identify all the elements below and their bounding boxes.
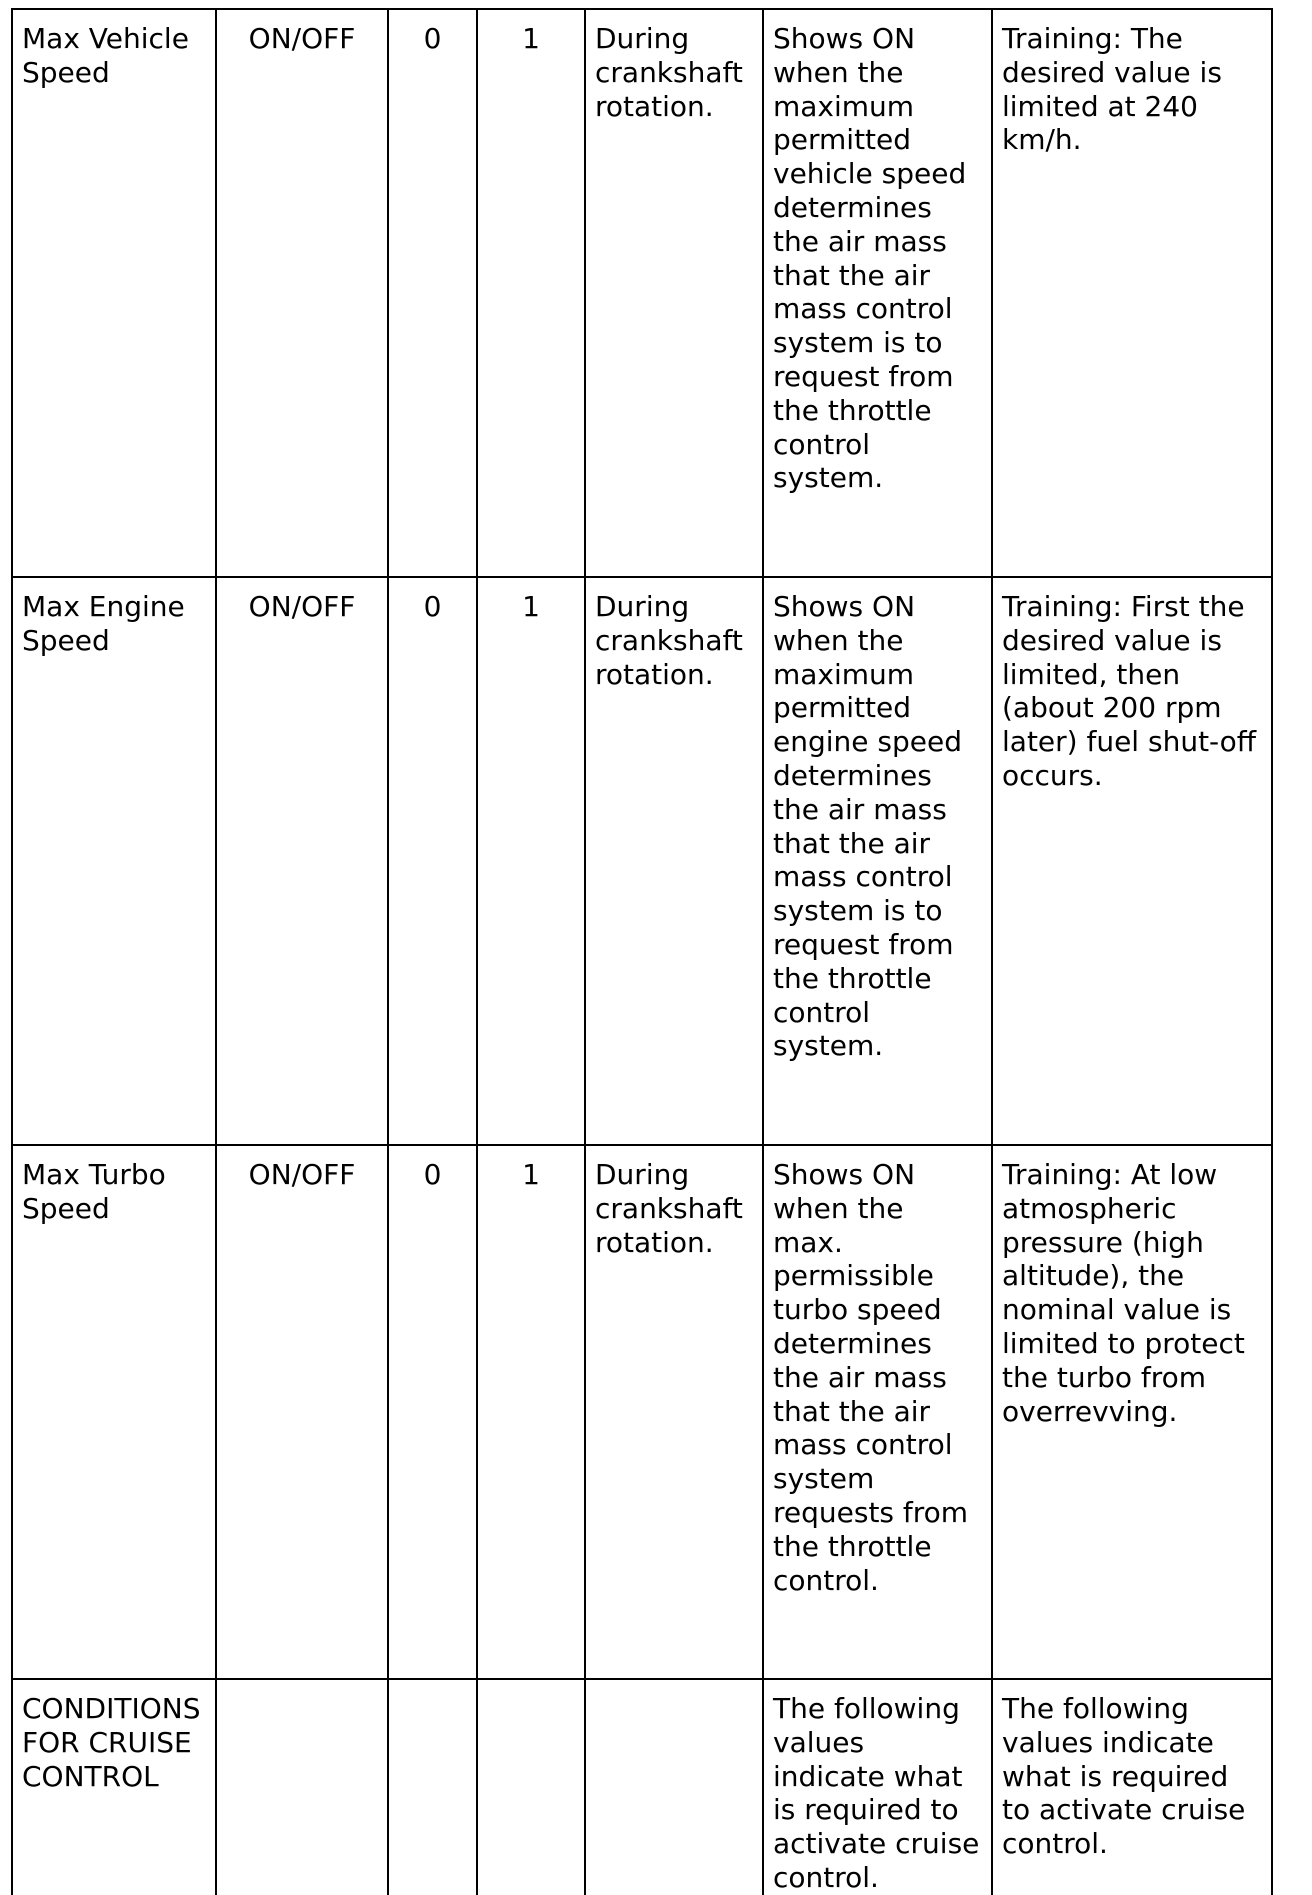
table-row xyxy=(12,1145,1272,1679)
parameter-name-cell: CONDITIONS FOR CRUISE CONTROL xyxy=(12,1679,216,1895)
parameter-table xyxy=(11,8,1273,1895)
unit-cell: ON/OFF xyxy=(216,577,388,1145)
parameter-name-cell: Max Turbo Speed xyxy=(12,1145,216,1679)
condition-cell xyxy=(585,1679,763,1895)
min-value-cell: 0 xyxy=(388,9,477,577)
unit-cell xyxy=(216,1679,388,1895)
table-row xyxy=(12,577,1272,1145)
table-row xyxy=(12,1679,1272,1895)
condition-cell: During crankshaft rotation. xyxy=(585,9,763,577)
table-row xyxy=(12,9,1272,577)
max-value-cell: 1 xyxy=(477,577,585,1145)
comment-cell: The following values indicate what is required to activate cruise control. xyxy=(992,1679,1272,1895)
parameter-name-cell: Max Engine Speed xyxy=(12,577,216,1145)
comment-cell: Training: First the desired value is limited, then (about 200 rpm later) fuel shut-off occurs. xyxy=(992,577,1272,1145)
max-value-cell xyxy=(477,1679,585,1895)
condition-cell: During crankshaft rotation. xyxy=(585,1145,763,1679)
unit-cell: ON/OFF xyxy=(216,1145,388,1679)
min-value-cell xyxy=(388,1679,477,1895)
max-value-cell: 1 xyxy=(477,9,585,577)
unit-cell: ON/OFF xyxy=(216,9,388,577)
max-value-cell: 1 xyxy=(477,1145,585,1679)
description-cell: The following values indicate what is required to activate cruise control. xyxy=(763,1679,992,1895)
min-value-cell: 0 xyxy=(388,1145,477,1679)
description-cell: Shows ON when the max. permissible turbo speed determines the air mass that the air mass control system requests from the throttle control. xyxy=(763,1145,992,1679)
parameter-name-cell: Max Vehicle Speed xyxy=(12,9,216,577)
comment-cell: Training: At low atmospheric pressure (high altitude), the nominal value is limited to protect the turbo from overrevving. xyxy=(992,1145,1272,1679)
condition-cell: During crankshaft rotation. xyxy=(585,577,763,1145)
comment-cell: Training: The desired value is limited at 240 km/h. xyxy=(992,9,1272,577)
description-cell: Shows ON when the maximum permitted engine speed determines the air mass that the air mass control system is to request from the throttle control system. xyxy=(763,577,992,1145)
description-cell: Shows ON when the maximum permitted vehicle speed determines the air mass that the air mass control system is to request from the throttle control system. xyxy=(763,9,992,577)
min-value-cell: 0 xyxy=(388,577,477,1145)
